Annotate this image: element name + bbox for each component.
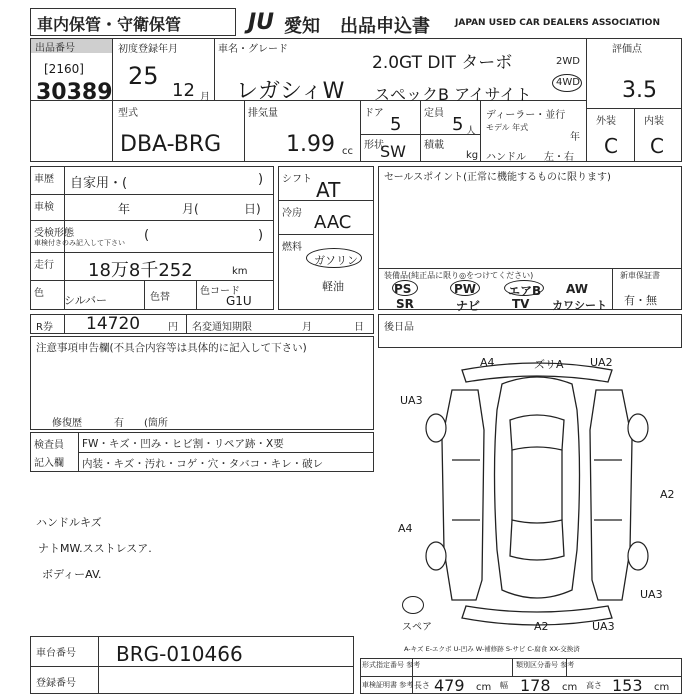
equip-ps: PS — [394, 282, 412, 296]
capacity-value: 5 — [452, 114, 464, 135]
selling-points-label: セールスポイント(正常に機能するものに限ります) — [384, 172, 611, 183]
ju-logo — [248, 10, 284, 34]
model-value: DBA-BRG — [120, 132, 222, 157]
certificate-open: ( — [144, 228, 150, 243]
form-title: 出品申込書 — [340, 16, 430, 37]
aircon-value: AAC — [314, 212, 352, 233]
load-label: 積載 — [424, 140, 444, 151]
model-year-label: モデル 年式 — [486, 123, 529, 132]
shift-value: AT — [316, 178, 341, 202]
capacity-unit: 人 — [466, 126, 476, 137]
mark-rear-right: UA3 — [592, 620, 615, 633]
equip-pw: PW — [454, 282, 477, 296]
equip-leather: カワシート — [552, 299, 607, 312]
checker-note-3: ボディーAV. — [42, 568, 102, 581]
equip-aw: AW — [566, 282, 588, 296]
checker-note-2: ナトMW.スストレスア. — [38, 542, 152, 555]
color-label: 色 — [34, 288, 44, 299]
certificate-close: ) — [258, 228, 264, 243]
class-number-label: 類別区分番号 参考 — [516, 661, 575, 669]
warranty-label: 新車保証書 — [620, 271, 660, 280]
displacement-value: 1.99 — [286, 132, 335, 157]
spec-number-label: 形式指定番号 参考 — [362, 661, 421, 669]
reg-number-label: 登録番号 — [36, 678, 76, 689]
mark-right-side: A2 — [660, 488, 675, 501]
fuel-label: 燃料 — [282, 242, 302, 253]
color-change-label: 色替 — [150, 292, 170, 303]
score-value: 3.5 — [622, 78, 657, 103]
chassis-label: 車台番号 — [36, 648, 76, 659]
registration-month: 12 — [172, 80, 195, 101]
checker-label-1: 検査員 — [34, 440, 64, 451]
mark-left-front: UA3 — [400, 394, 423, 407]
inspection-year: 年 — [118, 202, 131, 216]
mark-rear-far-right: UA3 — [640, 588, 663, 601]
height-value: 153 — [612, 676, 643, 695]
equip-airbag-circle — [504, 280, 544, 296]
displacement-label: 排気量 — [248, 108, 278, 119]
score-label: 評価点 — [612, 44, 642, 55]
model-label: 型式 — [118, 108, 138, 119]
grade-top: 2.0GT DIT ターボ — [372, 53, 513, 73]
grade-bottom: スペックB アイサイト — [374, 85, 532, 104]
exterior-grade: C — [604, 134, 618, 158]
equip-navi: ナビ — [456, 299, 481, 313]
shift-label: シフト — [282, 174, 312, 185]
length-spec-label: 車検証明書 参考 — [362, 681, 414, 689]
repair-place: (箇所 — [144, 418, 168, 429]
color-code-label: 色コード — [200, 286, 240, 297]
height-sub-label: 高さ — [586, 681, 602, 690]
drive-4wd: 4WD — [556, 77, 580, 88]
width-value: 178 — [520, 676, 551, 695]
inspection-month: 月( — [182, 202, 199, 216]
history-label: 車歴 — [34, 174, 54, 185]
equip-airbag: エアB — [508, 284, 542, 298]
recycle-label: R券 — [36, 322, 53, 333]
aircon-label: 冷房 — [282, 208, 302, 219]
spare-label: スペア — [402, 622, 432, 633]
checker-row-2: 内装・キズ・汚れ・コゲ・穴・タバコ・キレ・破レ — [82, 458, 324, 470]
handle-label: ハンドル — [486, 152, 526, 163]
mark-front-center: ズリA — [534, 358, 564, 371]
recycle-value: 14720 — [86, 314, 141, 334]
repair-value: 有 — [114, 418, 124, 429]
equip-sr: SR — [396, 297, 414, 311]
width-unit: cm — [562, 682, 578, 693]
car-damage-diagram — [392, 350, 682, 640]
fuel-gasoline: ガソリン — [314, 254, 358, 267]
drive-2wd: 2WD — [556, 56, 580, 67]
doors-label: ドア — [364, 108, 384, 119]
damage-legend: A-キズ E-エクボ U-凹み W-補修跡 S-サビ C-腐食 XX-交換済 — [404, 645, 580, 653]
checker-note-1: ハンドルキズ — [36, 516, 102, 529]
mileage-value: 18万8千252 — [88, 260, 193, 281]
checker-row-1: FW・キズ・凹み・ヒビ割・リペア跡・X要 — [82, 438, 284, 450]
equip-pw-circle — [450, 280, 480, 296]
mileage-label: 走行 — [34, 260, 54, 271]
color-value: シルバー — [64, 294, 107, 307]
tax-day: 日 — [354, 322, 364, 333]
height-unit: cm — [654, 682, 670, 693]
equip-ps-circle — [392, 280, 418, 296]
shape-label: 形状 — [364, 140, 384, 151]
inspection-day: 日) — [244, 202, 261, 216]
color-code-value: G1U — [226, 294, 252, 308]
registration-year: 25 — [128, 62, 159, 90]
interior-grade: C — [650, 134, 664, 158]
registration-label: 初度登録年月 — [118, 44, 178, 55]
dealer-year-unit: 年 — [570, 132, 580, 143]
history-close: ) — [258, 172, 264, 187]
equipment-label: 装備品(純正品に限り◎をつけてください) — [384, 271, 534, 280]
spare-tire-icon — [402, 596, 424, 614]
length-unit: cm — [476, 682, 492, 693]
length-value: 479 — [434, 676, 465, 695]
mark-front-left: A4 — [480, 356, 495, 369]
exterior-label: 外装 — [596, 116, 616, 127]
inspection-label: 車検 — [34, 202, 54, 213]
chassis-value: BRG-010466 — [116, 642, 243, 666]
load-unit: kg — [466, 150, 479, 161]
lot-sub: [2160] — [44, 62, 84, 76]
capacity-label: 定員 — [424, 108, 444, 119]
tax-month: 月 — [302, 322, 312, 333]
length-sub-label: 長さ — [414, 681, 430, 690]
after-date-label: 後日品 — [384, 322, 414, 333]
mark-rear-center: A2 — [534, 620, 549, 633]
shape-value: SW — [380, 142, 406, 161]
mark-left-rear: A4 — [398, 522, 413, 535]
lot-number: 30389 — [36, 80, 113, 105]
registration-month-unit: 月 — [200, 92, 210, 103]
certificate-label: 受検形態 — [34, 228, 74, 239]
fuel-diesel: 軽油 — [322, 280, 344, 293]
handle-options: 左・右 — [544, 152, 574, 163]
warranty-options: 有・無 — [624, 294, 657, 307]
interior-label: 内装 — [644, 116, 664, 127]
checker-label-2: 記入欄 — [34, 458, 64, 469]
certificate-sub: 車検付きのみ記入して下さい — [34, 239, 125, 247]
history-value: 自家用・( — [70, 176, 128, 191]
car-name: レガシィW — [236, 79, 345, 104]
recycle-unit: 円 — [168, 322, 178, 333]
after-date-box — [378, 314, 682, 348]
equip-tv: TV — [512, 297, 530, 311]
displacement-unit: cc — [342, 146, 353, 157]
car-name-label: 車名・グレード — [218, 44, 288, 55]
ju-logo-mark: JU — [248, 10, 275, 35]
repair-label: 修復歴 — [52, 418, 82, 429]
mileage-unit: km — [232, 266, 248, 277]
storage-label: 車内保管・守衛保管 — [37, 15, 182, 34]
form-title-en: JAPAN USED CAR DEALERS ASSOCIATION — [455, 18, 660, 28]
doors-value: 5 — [390, 114, 402, 135]
mark-front-right: UA2 — [590, 356, 613, 369]
logo-text: 愛知 — [284, 16, 320, 37]
notes-title: 注意事項申告欄(不具合内容等は具体的に記入して下さい) — [36, 342, 307, 354]
tax-label: 名変通知期限 — [192, 322, 252, 333]
lot-label: 出品番号 — [31, 39, 112, 53]
width-sub-label: 幅 — [500, 681, 508, 690]
dealer-parallel: ディーラー・並行 — [486, 110, 566, 121]
storage-box — [30, 8, 236, 36]
